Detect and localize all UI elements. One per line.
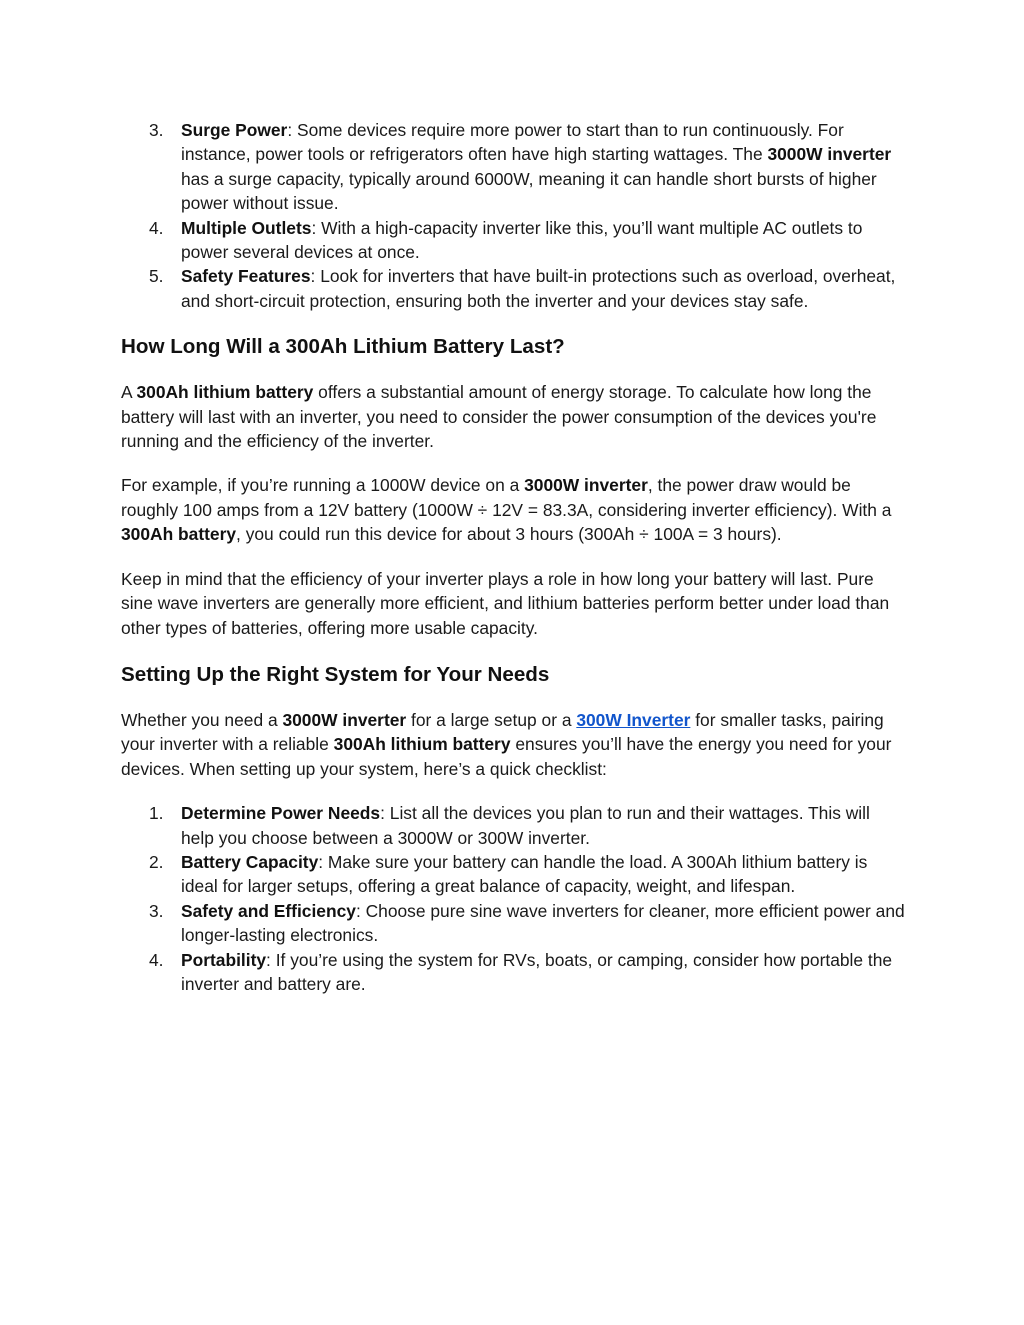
list-item-title: Surge Power [181, 120, 288, 140]
list-item-text: has a surge capacity, typically around 6000W, meaning it can handle short bursts of higher power without issue. [181, 168, 877, 214]
list-item-text: : Choose pure sine wave inverters for cleaner, more efficient power and longer-lasting electronics. [181, 900, 905, 946]
paragraph [121, 473, 906, 546]
section-heading-battery: How Long Will a 300Ah Lithium Battery Last? [121, 335, 565, 359]
list-item [121, 264, 906, 313]
document-body [121, 118, 906, 996]
list-item [121, 801, 906, 850]
list-item [121, 118, 906, 216]
text-run: Whether you need a [121, 709, 283, 730]
checklist [121, 801, 906, 996]
paragraph [121, 380, 906, 453]
feature-list [121, 118, 906, 313]
bold-term: 3000W inverter [282, 709, 407, 730]
text-run: A [121, 382, 137, 403]
list-item [121, 899, 906, 948]
section-heading-setup: Setting Up the Right System for Your Needs [121, 662, 550, 686]
bold-term: 300Ah lithium battery [333, 734, 511, 755]
list-item-text: : List all the devices you plan to run and their wattages. This will help you choose between a 3000W or 300W inverter. [181, 803, 870, 848]
text-run: for a large setup or a [406, 709, 577, 730]
text-run: offers a substantial amount of energy storage. To calculate how long the battery will last with an inverter, you need to consider the power consumption of the devices you're running and the efficiency of the inverter. [121, 382, 877, 452]
text-run: For example, if you’re running a 1000W device on a [121, 475, 525, 496]
list-number: 3. [149, 900, 164, 921]
text-run: for smaller tasks, pairing your inverter with a reliable [121, 709, 884, 755]
list-number: 3. [149, 120, 164, 140]
bold-term: 3000W inverter [524, 475, 648, 496]
list-number: 5. [149, 266, 164, 287]
list-item-title: Determine Power Needs [181, 803, 381, 824]
paragraph: Keep in mind that the efficiency of your inverter plays a role in how long your battery will last. Pure sine wave inverters are generally more efficient, and lithium batteries perform better under load than other types of batteries, offering more usable capacity. [121, 568, 890, 638]
text-run: , the power draw would be roughly 100 amps from a 12V battery (1000W ÷ 12V = 83.3A, considering inverter efficiency). With a [121, 475, 892, 520]
paragraph [121, 708, 906, 781]
list-item [121, 216, 906, 265]
list-item-text: : Some devices require more power to start than to run continuously. For instance, power tools or refrigerators often have high starting wattages. The [181, 120, 844, 165]
list-item-text: : With a high-capacity inverter like this, you’ll want multiple AC outlets to power several devices at once. [181, 217, 863, 263]
bold-term: 300Ah lithium battery [136, 382, 314, 403]
list-item-text: : If you’re using the system for RVs, boats, or camping, consider how portable the inverter and battery are. [181, 949, 893, 994]
list-item-title: Safety and Efficiency [181, 900, 356, 921]
list-item-title: Portability [181, 949, 267, 970]
list-item-title: Battery Capacity [181, 851, 319, 872]
text-run: ensures you’ll have the energy you need for your devices. When setting up your system, here’s a quick checklist: [121, 734, 892, 779]
bold-term: 300Ah battery [121, 524, 237, 545]
list-item [121, 850, 906, 899]
list-item-title: Multiple Outlets [181, 217, 312, 238]
300w-inverter-link[interactable]: 300W Inverter [576, 709, 691, 730]
list-number: 1. [149, 803, 164, 824]
list-item-title: Safety Features [181, 266, 311, 287]
list-item [121, 948, 906, 997]
list-item-text: : Look for inverters that have built-in protections such as overload, overheat, and short-circuit protection, ensuring both the inverter and your devices stay safe. [181, 266, 896, 311]
bold-term: 3000W inverter [767, 144, 892, 165]
list-item-text: : Make sure your battery can handle the load. A 300Ah lithium battery is ideal for larger setups, offering a great balance of capacity, weight, and lifespan. [181, 851, 868, 897]
list-number: 4. [149, 217, 164, 238]
list-number: 4. [149, 949, 164, 970]
text-run: , you could run this device for about 3 hours (300Ah ÷ 100A = 3 hours). [236, 524, 782, 545]
list-number: 2. [149, 851, 164, 872]
